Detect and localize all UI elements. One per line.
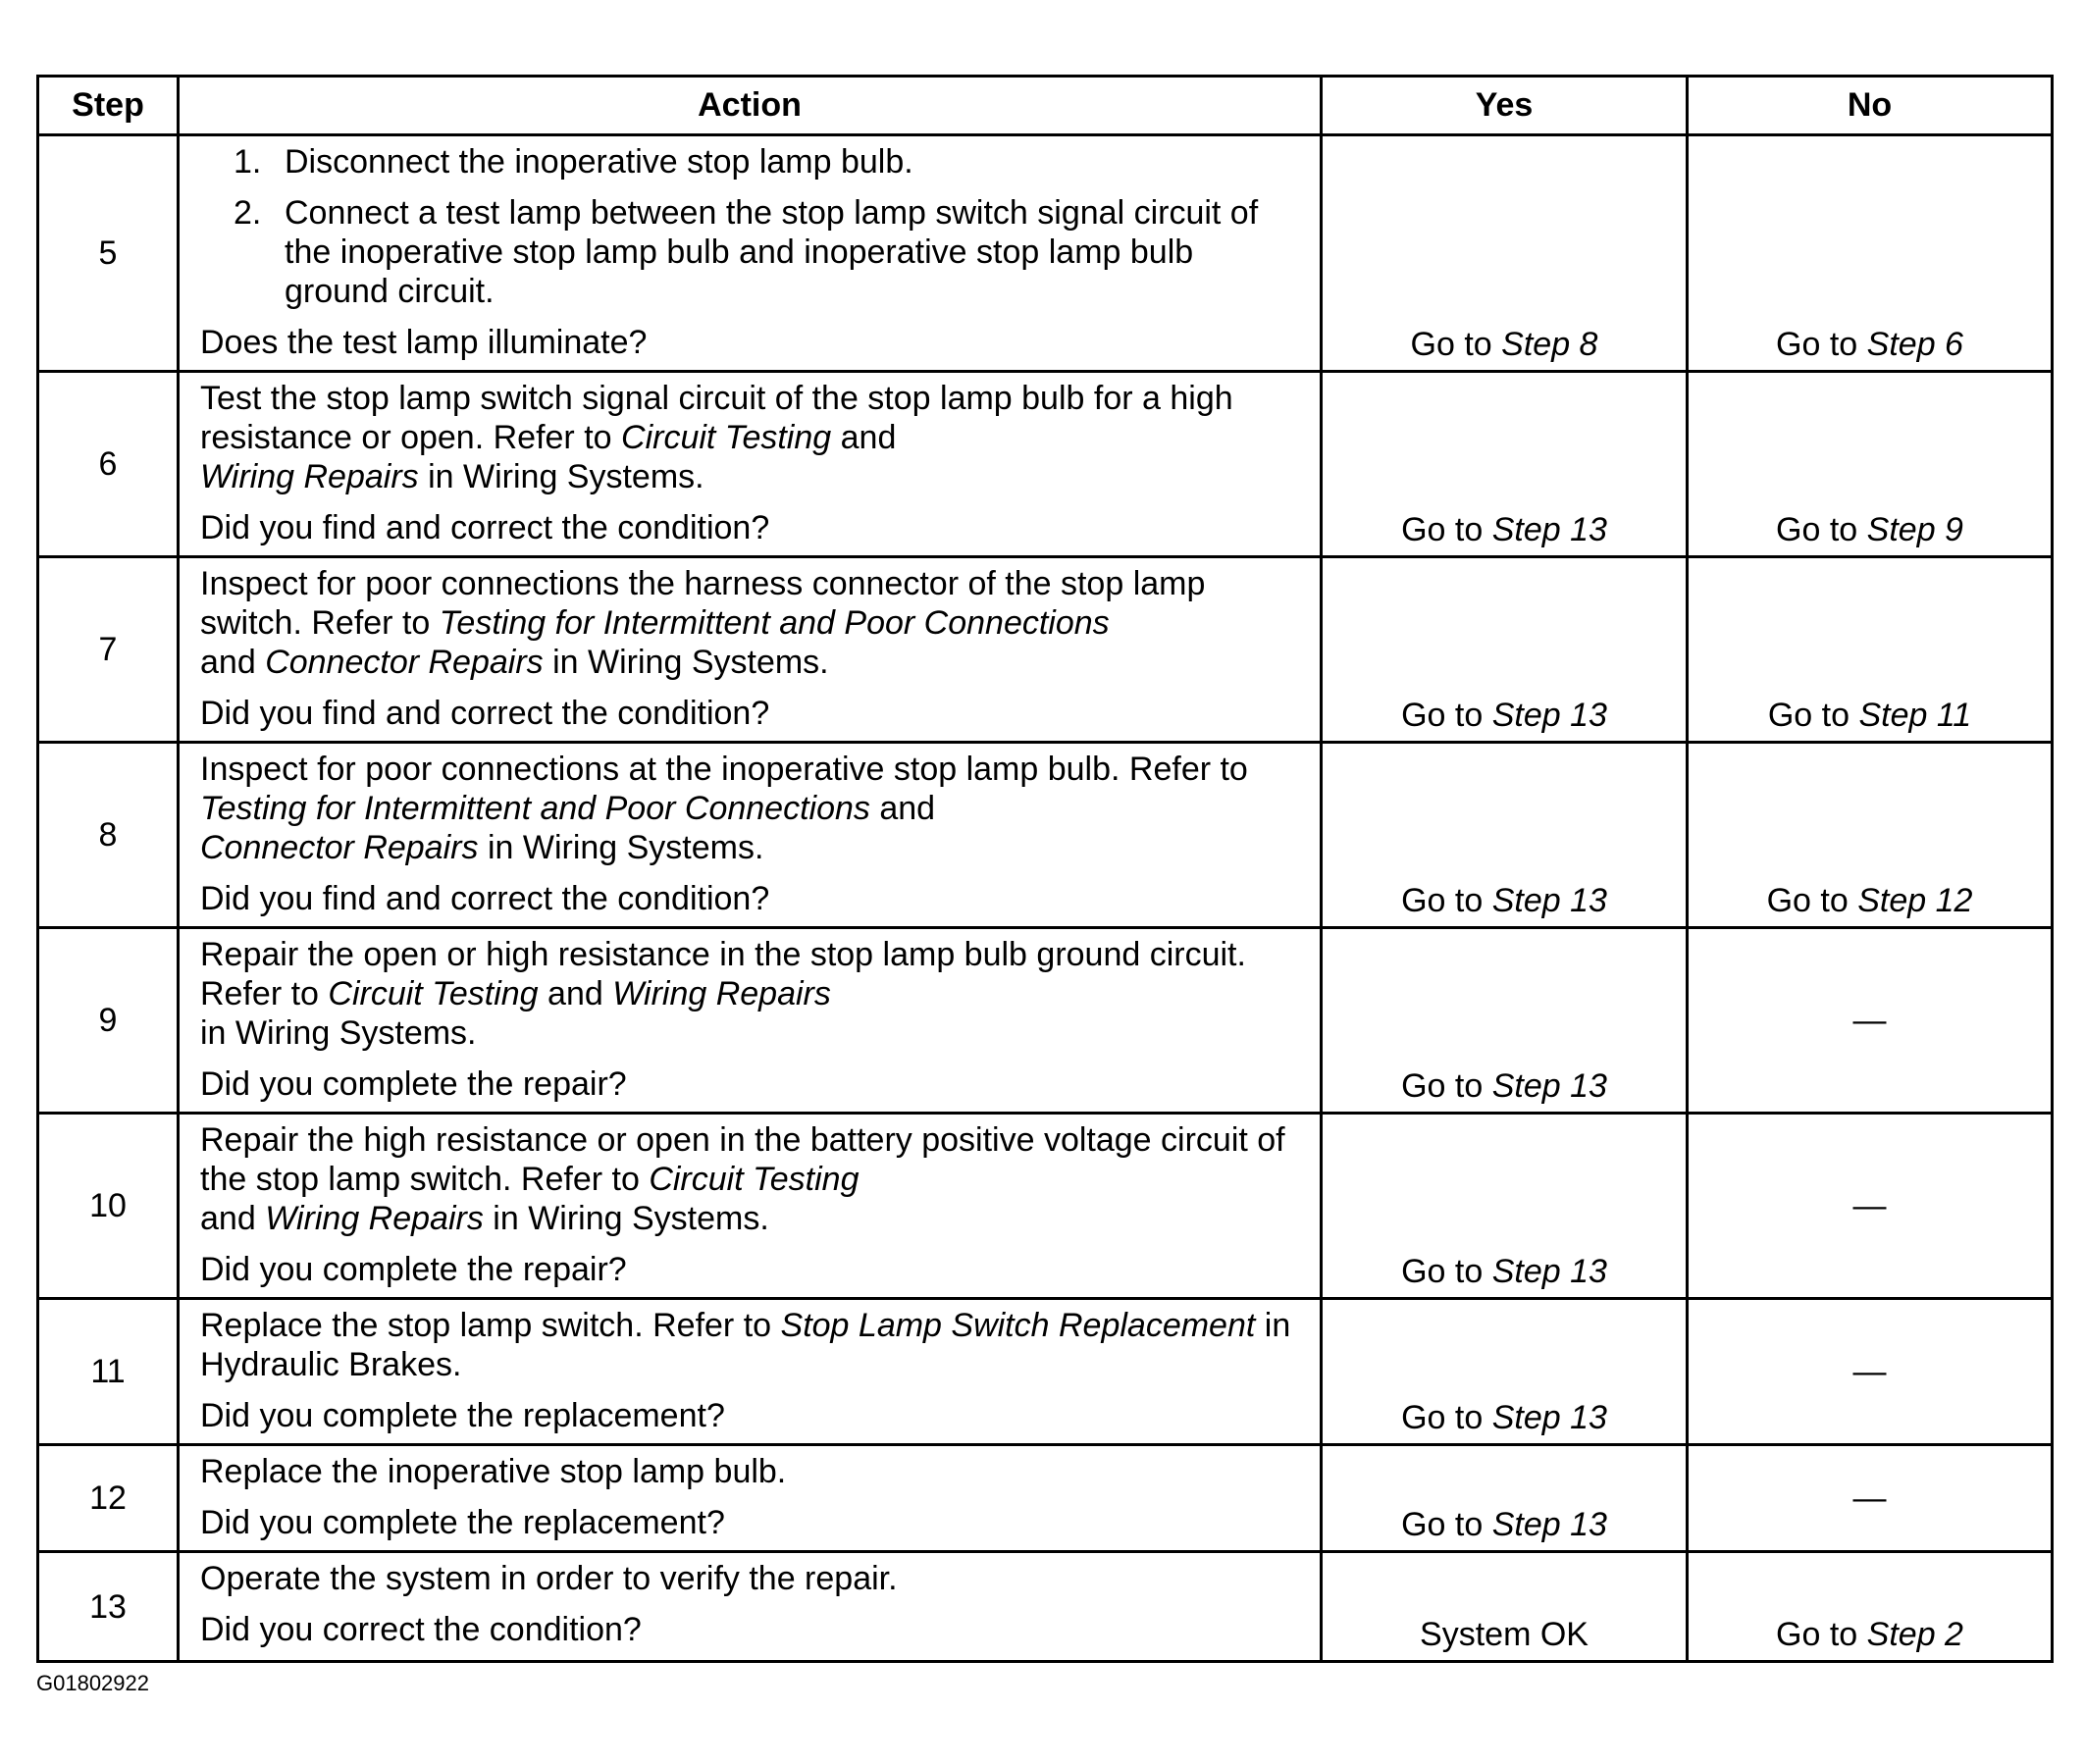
action-question: Did you find and correct the condition? <box>200 509 770 546</box>
action-text-part: in Wiring Systems. <box>200 1014 477 1052</box>
figure-id: G01802922 <box>36 1671 149 1695</box>
step-number: 8 <box>38 743 179 928</box>
header-step: Step <box>38 77 179 135</box>
table-row-step-12 <box>38 1445 2053 1552</box>
table-row-step-8 <box>38 743 2053 928</box>
step-number: 9 <box>38 928 179 1114</box>
no-cell <box>1688 1552 2053 1662</box>
step-number: 12 <box>38 1445 179 1552</box>
header-yes: Yes <box>1322 77 1688 135</box>
no-cell <box>1688 928 2053 1114</box>
reference-link[interactable]: Connector Repairs <box>265 644 544 681</box>
diagnostic-table <box>36 75 2054 1663</box>
yes-prefix: Go to <box>1401 697 1484 734</box>
step-number: 11 <box>38 1299 179 1445</box>
action-question: Did you complete the replacement? <box>200 1504 725 1541</box>
yes-prefix: Go to <box>1401 1399 1484 1436</box>
reference-link[interactable]: Wiring Repairs <box>265 1200 484 1237</box>
reference-link[interactable]: Wiring Repairs <box>612 975 831 1012</box>
no-step-link[interactable]: Step 9 <box>1866 511 1963 548</box>
table-row-step-7 <box>38 557 2053 743</box>
action-cell <box>179 743 1322 928</box>
yes-prefix: Go to <box>1401 1067 1484 1105</box>
action-question: Did you find and correct the condition? <box>200 695 770 732</box>
yes-step-link[interactable]: Step 13 <box>1491 1399 1607 1436</box>
yes-step-link[interactable]: Step 13 <box>1491 697 1607 734</box>
action-text <box>200 750 1304 867</box>
action-cell <box>179 372 1322 557</box>
no-prefix: Go to <box>1767 697 1850 734</box>
action-text-part: and <box>547 975 603 1012</box>
no-prefix: Go to <box>1776 511 1858 548</box>
item-text: Connect a test lamp between the stop lamp switch signal circuit of the inoperative stop lamp bulb and inoperative stop lamp bulb ground circuit. <box>285 194 1259 310</box>
action-text-part: Replace the stop lamp switch. Refer to <box>200 1307 772 1344</box>
action-item-2 <box>234 193 1304 311</box>
yes-step-link[interactable]: Step 8 <box>1501 326 1598 363</box>
table-row-step-10 <box>38 1114 2053 1299</box>
no-dash: — <box>1852 1002 1887 1039</box>
item-number: 1. <box>234 143 262 181</box>
no-prefix: Go to <box>1766 882 1849 919</box>
yes-cell <box>1322 372 1688 557</box>
action-text-part: in Wiring Systems. <box>487 829 764 866</box>
no-step-link[interactable]: Step 11 <box>1858 697 1972 734</box>
yes-cell <box>1322 743 1688 928</box>
action-text <box>200 379 1304 496</box>
action-text: Operate the system in order to verify the repair. <box>200 1560 898 1597</box>
reference-link[interactable]: Stop Lamp Switch Replacement <box>780 1307 1256 1344</box>
action-cell <box>179 557 1322 743</box>
yes-step-link[interactable]: Step 13 <box>1491 1506 1607 1543</box>
yes-prefix: Go to <box>1401 511 1484 548</box>
action-text-part: Repair the high resistance or open in the battery positive voltage circuit of the stop lamp switch. Refer to <box>200 1121 1285 1198</box>
action-text-part: in Wiring Systems. <box>552 644 829 681</box>
yes-step-link[interactable]: Step 13 <box>1491 882 1607 919</box>
action-text-part: Inspect for poor connections the harness connector of the stop lamp switch. Refer to <box>200 565 1206 642</box>
header-action: Action <box>179 77 1322 135</box>
action-cell <box>179 135 1322 372</box>
yes-step-link[interactable]: Step 13 <box>1491 511 1607 548</box>
no-dash: — <box>1852 1187 1887 1224</box>
no-step-link[interactable]: Step 12 <box>1857 882 1973 919</box>
action-text-part: and <box>879 790 936 827</box>
reference-link[interactable]: Connector Repairs <box>200 829 479 866</box>
yes-cell <box>1322 1114 1688 1299</box>
table-row-step-6 <box>38 372 2053 557</box>
yes-cell <box>1322 1445 1688 1552</box>
no-step-link[interactable]: Step 6 <box>1866 326 1963 363</box>
action-text-part: in Hydraulic Brakes. <box>200 1307 1291 1383</box>
no-cell <box>1688 1299 2053 1445</box>
no-cell <box>1688 557 2053 743</box>
yes-prefix: Go to <box>1410 326 1492 363</box>
yes-cell <box>1322 557 1688 743</box>
step-number: 10 <box>38 1114 179 1299</box>
no-cell <box>1688 135 2053 372</box>
yes-cell <box>1322 1552 1688 1662</box>
action-text-part: Repair the open or high resistance in the stop lamp bulb ground circuit. Refer to <box>200 936 1246 1012</box>
step-number: 13 <box>38 1552 179 1662</box>
no-cell <box>1688 1445 2053 1552</box>
no-prefix: Go to <box>1776 326 1858 363</box>
action-question: Did you find and correct the condition? <box>200 880 770 917</box>
reference-link[interactable]: Testing for Intermittent and Poor Connections <box>200 790 870 827</box>
yes-result: System OK <box>1420 1616 1589 1653</box>
action-text <box>200 1120 1304 1238</box>
action-text <box>200 564 1304 682</box>
action-text-part: and <box>840 419 897 456</box>
yes-prefix: Go to <box>1401 1506 1484 1543</box>
action-text <box>200 1306 1304 1384</box>
header-row <box>38 77 2053 135</box>
action-text-part: and <box>200 644 256 681</box>
no-cell <box>1688 743 2053 928</box>
table-row-step-13 <box>38 1552 2053 1662</box>
item-number: 2. <box>234 194 262 232</box>
no-dash: — <box>1852 1479 1887 1517</box>
table-row-step-9 <box>38 928 2053 1114</box>
reference-link[interactable]: Circuit Testing <box>649 1161 860 1198</box>
action-question: Did you complete the replacement? <box>200 1397 725 1434</box>
action-item-1 <box>234 142 1304 182</box>
step-number: 5 <box>38 135 179 372</box>
step-number: 6 <box>38 372 179 557</box>
yes-cell <box>1322 1299 1688 1445</box>
action-text-part: in Wiring Systems. <box>428 458 704 495</box>
item-text: Disconnect the inoperative stop lamp bulb. <box>285 143 913 181</box>
yes-step-link[interactable]: Step 13 <box>1491 1253 1607 1290</box>
table-row-step-5 <box>38 135 2053 372</box>
step-number: 7 <box>38 557 179 743</box>
no-cell <box>1688 1114 2053 1299</box>
action-text-part: in Wiring Systems. <box>493 1200 769 1237</box>
action-question: Did you complete the repair? <box>200 1251 627 1288</box>
yes-prefix: Go to <box>1401 882 1484 919</box>
action-question: Did you complete the repair? <box>200 1065 627 1103</box>
table-row-step-11 <box>38 1299 2053 1445</box>
reference-link[interactable]: Testing for Intermittent and Poor Connections <box>439 604 1110 642</box>
action-text <box>200 935 1304 1053</box>
action-text-part: and <box>200 1200 256 1237</box>
yes-cell <box>1322 928 1688 1114</box>
yes-cell <box>1322 135 1688 372</box>
action-cell <box>179 1552 1322 1662</box>
action-question: Does the test lamp illuminate? <box>200 324 648 361</box>
action-text-part: Inspect for poor connections at the inoperative stop lamp bulb. Refer to <box>200 751 1248 788</box>
no-cell <box>1688 372 2053 557</box>
action-cell <box>179 1299 1322 1445</box>
no-dash: — <box>1852 1353 1887 1390</box>
reference-link[interactable]: Circuit Testing <box>328 975 539 1012</box>
action-cell <box>179 1445 1322 1552</box>
reference-link[interactable]: Wiring Repairs <box>200 458 419 495</box>
no-prefix: Go to <box>1776 1616 1858 1653</box>
no-step-link[interactable]: Step 2 <box>1866 1616 1963 1653</box>
action-cell <box>179 928 1322 1114</box>
reference-link[interactable]: Circuit Testing <box>621 419 832 456</box>
action-cell <box>179 1114 1322 1299</box>
action-text: Replace the inoperative stop lamp bulb. <box>200 1453 787 1490</box>
yes-prefix: Go to <box>1401 1253 1484 1290</box>
yes-step-link[interactable]: Step 13 <box>1491 1067 1607 1105</box>
action-text-part: Test the stop lamp switch signal circuit of the stop lamp bulb for a high resistance or open. Refer to <box>200 380 1233 456</box>
action-question: Did you correct the condition? <box>200 1611 642 1648</box>
header-no: No <box>1688 77 2053 135</box>
